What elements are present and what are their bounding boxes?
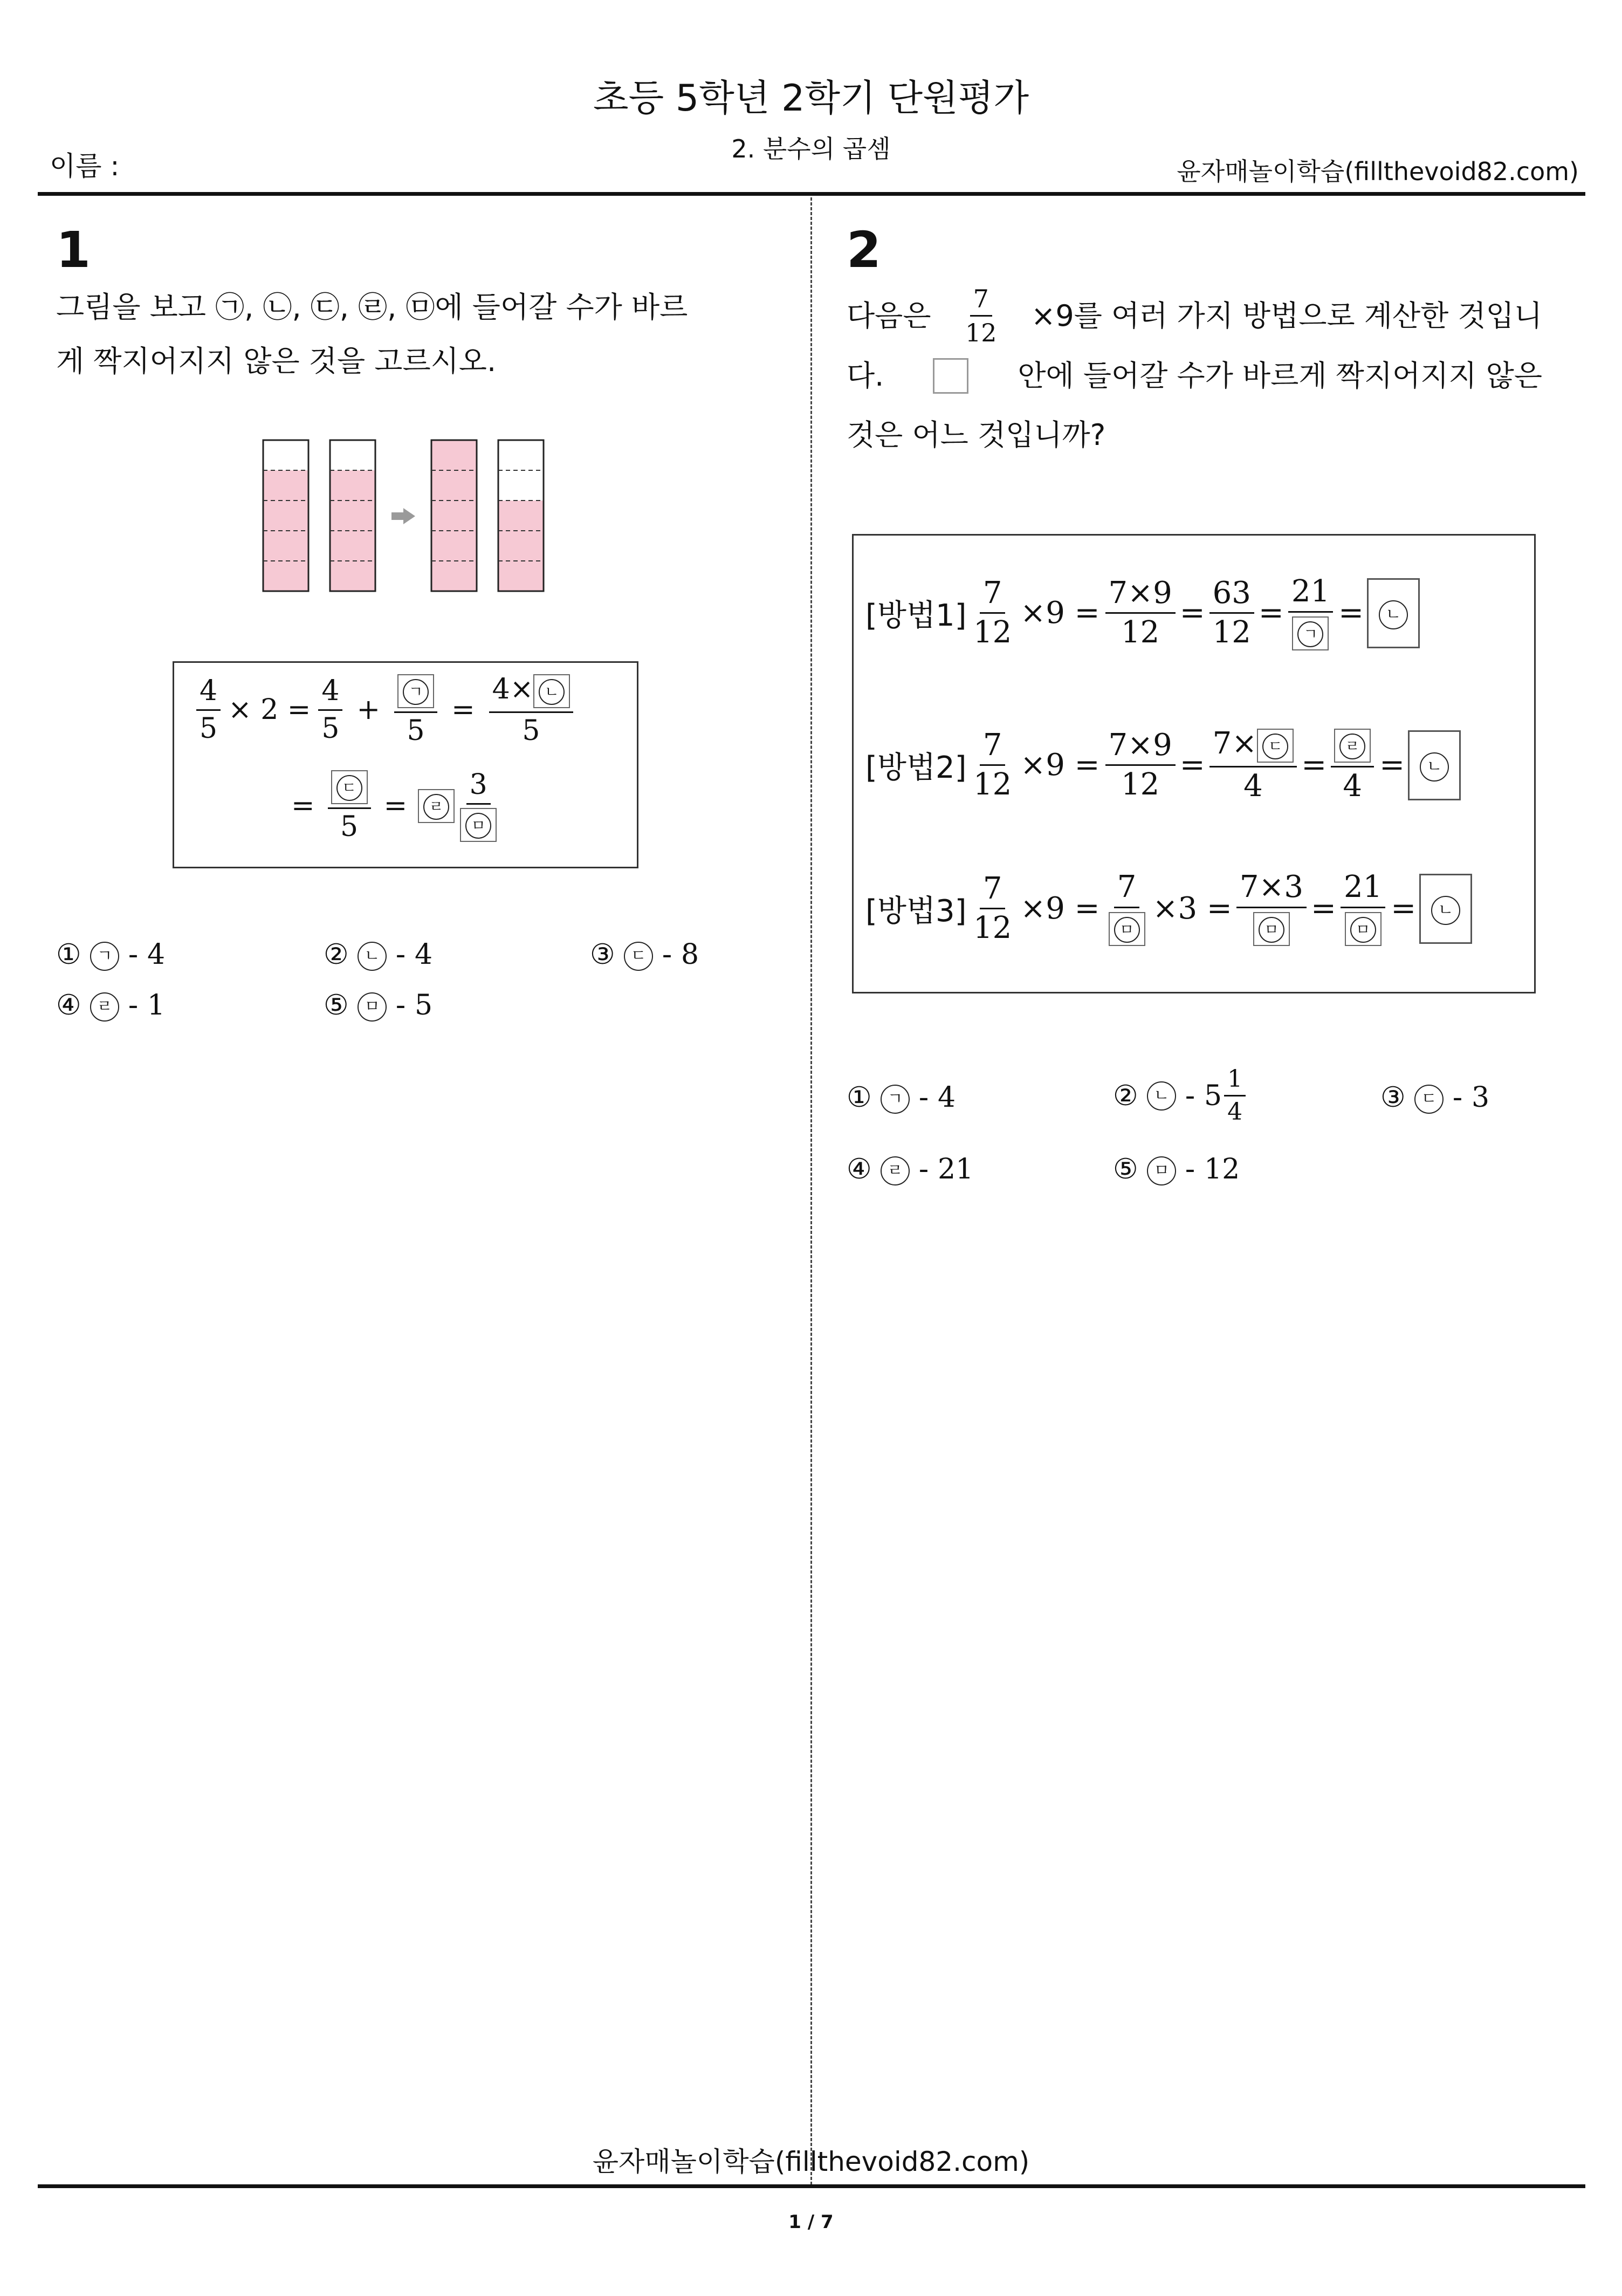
question-1-line-1: 그림을 보고 ㉠, ㉡, ㉢, ㉣, ㉤에 들어갈 수가 바르 (56, 290, 688, 324)
blank-box: ㄴ (533, 674, 570, 708)
equation-line-1: $\frac{4}{5}$ × 2 = $\frac{4}{5}$ + $\frac{\text{ㄱ}}{5}$ = $\frac{\text{4× ㄴ}}{5}$ (194, 674, 575, 746)
bar-1 (263, 440, 308, 591)
blank-box: ㅁ (1109, 912, 1145, 946)
footer-rule (38, 2184, 1585, 2188)
fraction: $\frac{21}{\text{ㅁ}}$ (1341, 872, 1385, 946)
blank-box: ㄷ (1257, 729, 1294, 763)
blank-box: ㅁ (1253, 912, 1290, 946)
header-rule (38, 192, 1585, 196)
fraction: $\frac{7\times 3}{\text{ㅁ}}$ (1236, 872, 1307, 946)
arrow-icon (391, 508, 415, 524)
fraction: $\frac{7}{12}$ (973, 727, 1012, 803)
blank-box: ㅁ (460, 808, 497, 842)
fraction: $\frac{7}{\text{ㅁ}}$ (1105, 872, 1149, 946)
answer-box: ㄴ (1408, 730, 1461, 800)
fraction: $\frac{\text{ㄱ}}{5}$ (394, 674, 437, 746)
fraction: $\frac{3}{\text{ㅁ}}$ (457, 770, 500, 842)
question-1-text (56, 280, 752, 388)
unit-subtitle: 2. 분수의 곱셈 (731, 134, 891, 163)
answer-box: ㄴ (1367, 578, 1420, 648)
answer-blank-box (933, 358, 968, 394)
blank-box: ㄱ (397, 674, 434, 708)
blank-box: ㄱ (1292, 616, 1329, 650)
q1-option-4[interactable]: ④ ㄹ - 1 (56, 989, 166, 1022)
fraction: $\frac{4}{5}$ (318, 676, 342, 743)
blank-box: ㄹ (418, 789, 455, 823)
page-title: 초등 5학년 2학기 단원평가 (593, 77, 1029, 120)
page-number: 1 / 7 (788, 2211, 834, 2233)
q1-option-1[interactable]: ① ㄱ - 4 (56, 938, 166, 971)
fraction: $\frac{\text{ㄹ}}{4}$ (1331, 728, 1374, 803)
question-1-line-2: 게 짝지어지지 않은 것을 고르시오. (56, 344, 497, 378)
question-2-text (847, 286, 1542, 465)
footer-site-credit: 윤자매놀이학습(fillthevoid82.com) (592, 2146, 1030, 2177)
question-2-line-1: 다음은 $\frac{7}{12}$ ×9를 여러 가지 방법으로 계산한 것입니 (847, 284, 1542, 348)
q1-option-5[interactable]: ⑤ ㅁ - 5 (324, 989, 433, 1022)
q1-option-3[interactable]: ③ ㄷ - 8 (590, 938, 699, 971)
method-3: [방법3] $\frac{7}{12}$ ×9 = $\frac{7}{\text{ㅁ}}$ ×3 = $\frac{7\times 3}{\text{ㅁ}}$ = $\frac{21}{\text{ㅁ}}$ = ㄴ (865, 872, 1472, 946)
fraction: $\frac{63}{12}$ (1209, 578, 1254, 649)
name-label: 이름 : (50, 150, 120, 182)
q2-option-4[interactable]: ④ ㄹ - 21 (847, 1153, 974, 1185)
fraction: $\frac{7}{12}$ (973, 575, 1012, 650)
q2-option-2[interactable]: ② ㄴ - 5 $\frac{1}{4}$ (1113, 1067, 1248, 1125)
fraction: $\frac{21}{\text{ㄱ}}$ (1288, 576, 1333, 650)
q2-option-3[interactable]: ③ ㄷ - 3 (1380, 1081, 1490, 1114)
site-credit: 윤자매놀이학습(fillthevoid82.com) (1177, 157, 1579, 186)
fraction: $\frac{7\times 9}{12}$ (1105, 578, 1176, 649)
method-1: [방법1] $\frac{7}{12}$ ×9 = $\frac{7\times 9}{12}$ = $\frac{63}{12}$ = $\frac{21}{\text{ㄱ}}$ = ㄴ (865, 576, 1420, 650)
equation-line-2: = $\frac{\text{ㄷ}}{5}$ = ㄹ $\frac{3}{\text{ㅁ}}$ (280, 770, 502, 842)
answer-box: ㄴ (1419, 874, 1472, 944)
q2-option-1[interactable]: ① ㄱ - 4 (847, 1081, 956, 1114)
question-1-number: 1 (56, 221, 91, 279)
blank-box: ㅁ (1345, 912, 1382, 946)
fraction: $\frac{7\times 9}{12}$ (1105, 730, 1176, 801)
method-2: [방법2] $\frac{7}{12}$ ×9 = $\frac{7\times 9}{12}$ = $\frac{\text{7× ㄷ}}{4}$ = $\frac{\text{ㄹ}}{4}$ = ㄴ (865, 728, 1461, 803)
q2-option-5[interactable]: ⑤ ㅁ - 12 (1113, 1153, 1240, 1185)
fraction: $\frac{\text{ㄷ}}{5}$ (328, 770, 371, 842)
fraction: $\frac{\text{7× ㄷ}}{4}$ (1209, 728, 1297, 803)
bar-4 (498, 440, 544, 591)
bar-3 (431, 440, 477, 591)
question-2-line-2: 다. 안에 들어갈 수가 바르게 짝지어지지 않은 (847, 358, 1542, 393)
fraction-bars-figure (259, 438, 550, 594)
bar-2 (330, 440, 375, 591)
blank-box: ㄹ (1334, 729, 1371, 763)
question-2-line-3: 것은 어느 것입니까? (847, 417, 1106, 452)
fraction: $\frac{\text{4× ㄴ}}{5}$ (489, 674, 574, 746)
q1-option-2[interactable]: ② ㄴ - 4 (324, 938, 433, 971)
fraction: $\frac{7}{12}$ (973, 871, 1012, 946)
fraction: $\frac{7}{12}$ (965, 284, 997, 348)
question-2-number: 2 (847, 221, 882, 279)
column-divider (810, 197, 812, 2185)
fraction: $\frac{1}{4}$ (1224, 1067, 1246, 1125)
fraction: $\frac{4}{5}$ (196, 676, 221, 743)
blank-box: ㄷ (331, 770, 368, 804)
